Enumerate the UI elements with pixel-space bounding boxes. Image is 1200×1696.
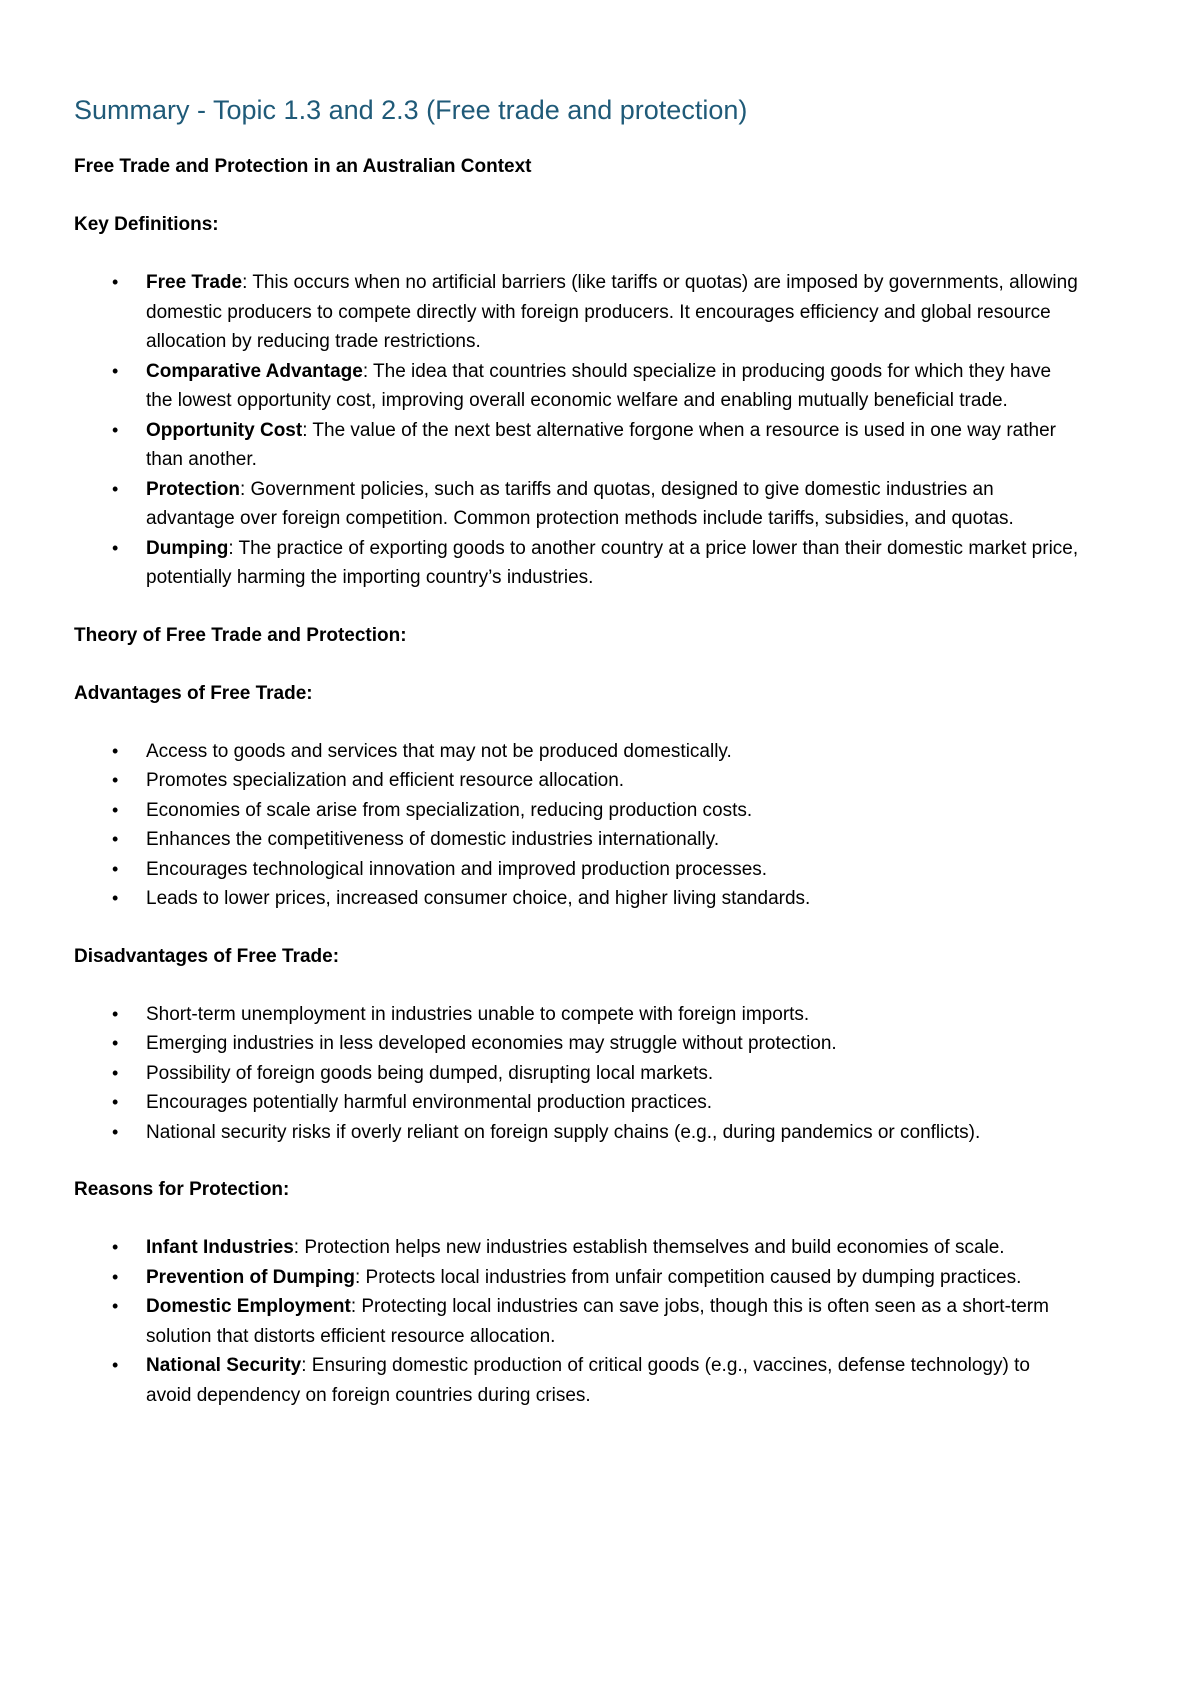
reasons-list <box>74 1233 1080 1410</box>
reason-text: : Protection helps new industries establish themselves and build economies of scale. <box>293 1237 1005 1258</box>
reason-item <box>112 1292 1080 1351</box>
advantage-item <box>112 855 1080 885</box>
advantage-text: Encourages technological innovation and improved production processes. <box>146 858 768 880</box>
bullet-icon: • <box>112 770 119 790</box>
advantage-text: Access to goods and services that may not be produced domestically. <box>146 740 732 762</box>
disadvantage-text: Short-term unemployment in industries unable to compete with foreign imports. <box>146 1003 810 1025</box>
bullet-icon: • <box>112 1062 119 1083</box>
advantages-heading: Advantages of Free Trade: <box>74 682 313 704</box>
page-title: Summary - Topic 1.3 and 2.3 (Free trade and protection) <box>74 95 748 125</box>
bullet-icon: • <box>112 1237 119 1257</box>
bullet-icon: • <box>112 1003 119 1024</box>
definition-text: : The practice of exporting goods to another country at a price lower than their domestic market price, potentially harming the importing country’s industries. <box>146 537 1079 588</box>
definition-term: Protection <box>146 478 240 500</box>
bullet-icon: • <box>112 1033 119 1053</box>
definition-term: Opportunity Cost <box>146 419 303 441</box>
bullet-icon: • <box>112 360 119 381</box>
definition-item <box>112 268 1080 357</box>
bullet-icon: • <box>112 1266 119 1287</box>
definitions-list <box>74 268 1080 593</box>
theory-heading: Theory of Free Trade and Protection: <box>74 624 407 646</box>
reason-item <box>112 1351 1080 1410</box>
disadvantage-text: Encourages potentially harmful environmental production practices. <box>146 1092 713 1113</box>
reason-term: Domestic Employment <box>146 1296 351 1317</box>
definition-term: Dumping <box>146 537 229 559</box>
disadvantage-item <box>112 1029 1080 1059</box>
advantage-item <box>112 796 1080 826</box>
definition-item <box>112 475 1080 534</box>
reason-text: : Protecting local industries can save jobs, though this is often seen as a short-term solution that distorts efficient resource allocation. <box>146 1296 1049 1347</box>
bullet-icon: • <box>112 1296 119 1316</box>
advantage-item <box>112 825 1080 855</box>
reason-text: : Ensuring domestic production of critical goods (e.g., vaccines, defense technology) to avoid dependency on foreign countries during crises. <box>146 1355 1030 1406</box>
bullet-icon: • <box>112 1092 119 1112</box>
subtitle-heading: Free Trade and Protection in an Australian Context <box>74 156 532 177</box>
bullet-icon: • <box>112 537 119 558</box>
definition-item <box>112 416 1080 475</box>
bullet-icon: • <box>112 888 119 908</box>
bullet-icon: • <box>112 1355 119 1375</box>
disadvantage-item <box>112 1088 1080 1118</box>
advantage-text: Promotes specialization and efficient resource allocation. <box>146 770 625 791</box>
advantage-item <box>112 884 1080 914</box>
disadvantage-item <box>112 1118 1080 1148</box>
definition-text: : This occurs when no artificial barriers (like tariffs or quotas) are imposed by governments, allowing domestic producers to compete directly with foreign producers. It encourages efficiency and global resource allocation by reducing trade restrictions. <box>146 272 1078 352</box>
definitions-heading: Key Definitions: <box>74 214 219 235</box>
disadvantage-item <box>112 1059 1080 1089</box>
reason-text: : Protects local industries from unfair competition caused by dumping practices. <box>355 1266 1022 1288</box>
bullet-icon: • <box>112 478 119 499</box>
bullet-icon: • <box>112 799 119 820</box>
advantage-item <box>112 766 1080 796</box>
definition-text: : Government policies, such as tariffs and quotas, designed to give domestic industries an advantage over foreign competition. Common protection methods include tariffs, subsidies, and quotas. <box>146 478 1014 529</box>
bullet-icon: • <box>112 829 119 849</box>
reason-item <box>112 1233 1080 1263</box>
bullet-icon: • <box>112 419 119 440</box>
disadvantage-item <box>112 1000 1080 1030</box>
bullet-icon: • <box>112 1121 119 1142</box>
definition-term: Free Trade <box>146 272 243 293</box>
reasons-heading: Reasons for Protection: <box>74 1179 290 1200</box>
definition-text: : The idea that countries should specialize in producing goods for which they have the lowest opportunity cost, improving overall economic welfare and enabling mutually beneficial trade. <box>146 360 1052 411</box>
definition-item <box>112 357 1080 416</box>
advantage-text: Leads to lower prices, increased consumer choice, and higher living standards. <box>146 888 811 909</box>
reason-term: National Security <box>146 1355 302 1376</box>
disadvantages-list <box>74 1000 1080 1148</box>
advantages-list <box>74 737 1080 914</box>
bullet-icon: • <box>112 740 119 761</box>
definition-term: Comparative Advantage <box>146 360 363 382</box>
definition-text: : The value of the next best alternative forgone when a resource is used in one way rather than another. <box>146 419 1056 470</box>
definition-item <box>112 534 1080 593</box>
bullet-icon: • <box>112 858 119 879</box>
disadvantage-text: Possibility of foreign goods being dumped, disrupting local markets. <box>146 1062 714 1084</box>
reason-term: Infant Industries <box>146 1237 294 1258</box>
disadvantages-heading: Disadvantages of Free Trade: <box>74 945 340 967</box>
advantage-item <box>112 737 1080 767</box>
reason-term: Prevention of Dumping <box>146 1266 355 1288</box>
reason-item <box>112 1263 1080 1293</box>
advantage-text: Enhances the competitiveness of domestic industries internationally. <box>146 829 720 850</box>
disadvantage-text: National security risks if overly reliant on foreign supply chains (e.g., during pandemics or conflicts). <box>146 1121 981 1143</box>
bullet-icon: • <box>112 272 119 292</box>
advantage-text: Economies of scale arise from specialization, reducing production costs. <box>146 799 753 821</box>
disadvantage-text: Emerging industries in less developed economies may struggle without protection. <box>146 1033 837 1054</box>
